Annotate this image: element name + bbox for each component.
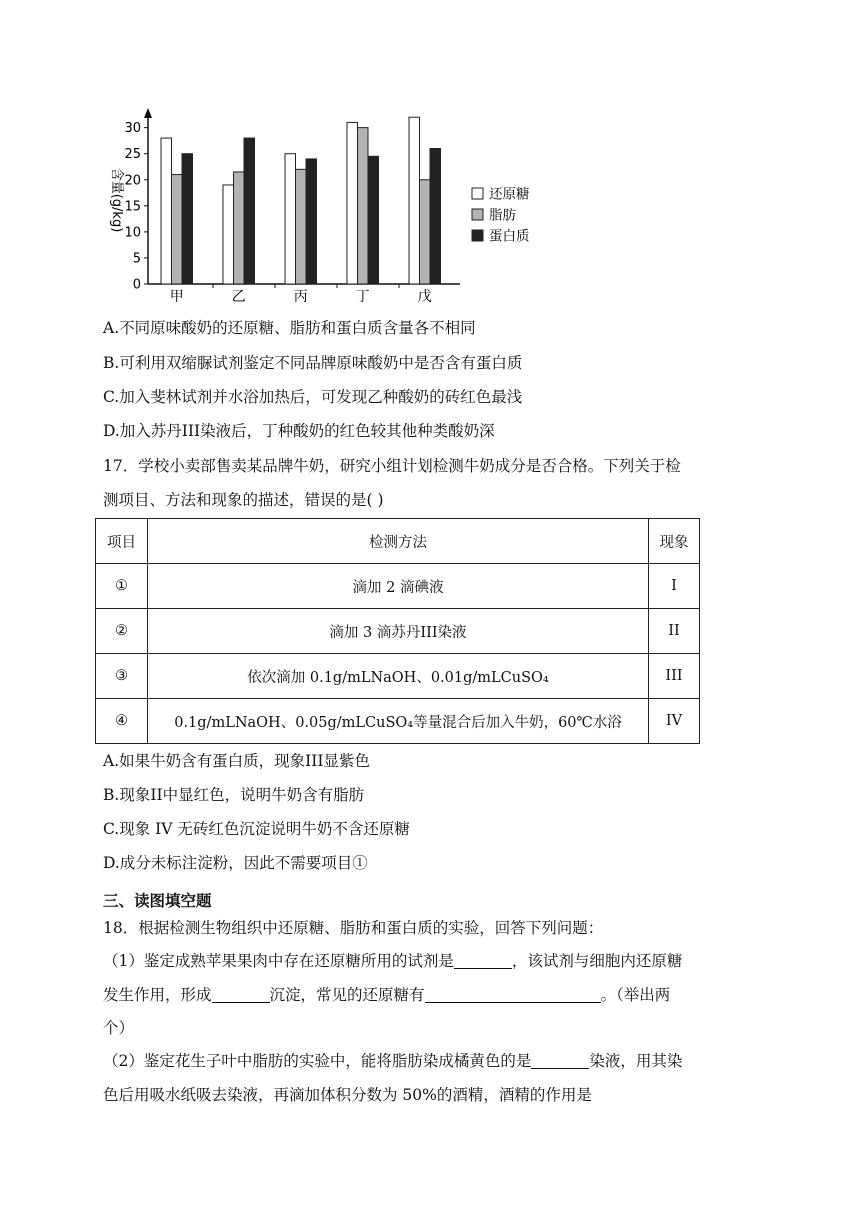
answer-blank[interactable]	[531, 1052, 589, 1069]
bar	[296, 169, 307, 284]
y-tick-label: 15	[124, 199, 141, 215]
q18-p1-text-a: （1）鉴定成熟苹果果肉中存在还原糖所用的试剂是	[103, 952, 454, 970]
table-row	[96, 564, 700, 609]
legend-label: 脂肪	[489, 207, 516, 224]
bar	[347, 122, 358, 284]
q18-part1-line2	[103, 984, 670, 1006]
q18-part1-line1	[103, 950, 682, 972]
bar	[368, 156, 379, 284]
y-tick-label: 0	[132, 277, 141, 293]
table-row	[96, 609, 700, 654]
y-tick-label: 10	[124, 225, 141, 241]
q17-stem-line1: 17．学校小卖部售卖某品牌牛奶，研究小组计划检测牛奶成分是否合格。下列关于检	[103, 457, 681, 475]
y-tick-label: 25	[124, 147, 141, 163]
table-header-row	[96, 519, 700, 564]
section-title: 三、读图填空题	[103, 892, 212, 910]
bar	[161, 138, 172, 284]
cell-phenomenon: I	[649, 564, 700, 609]
cell-method: 依次滴加 0.1g/mLNaOH、0.01g/mLCuSO₄	[148, 654, 649, 699]
header-method: 检测方法	[148, 519, 649, 564]
cell-item: ②	[96, 609, 148, 654]
q18-p1-text-b: ，该试剂与细胞内还原糖	[511, 952, 683, 970]
bar	[306, 159, 317, 284]
q18-p2-text-b: 染液，用其染	[589, 1052, 683, 1070]
answer-blank[interactable]	[454, 952, 512, 969]
y-axis-arrow	[144, 108, 152, 118]
header-phenomenon: 现象	[649, 519, 700, 564]
x-tick-label: 乙	[231, 289, 246, 305]
q18-part2-line2: 色后用吸水纸吸去染液，再滴加体积分数为 50%的酒精，酒精的作用是	[103, 1086, 592, 1104]
q17-option-d: D.成分未标注淀粉，因此不需要项目①	[103, 854, 368, 872]
q16-option-a: A.不同原味酸奶的还原糖、脂肪和蛋白质含量各不相同	[103, 319, 476, 337]
q18-part2-line1	[103, 1050, 682, 1072]
q18-p2-text-a: （2）鉴定花生子叶中脂肪的实验中，能将脂肪染成橘黄色的是	[103, 1052, 532, 1070]
q17-option-b: B.现象II中显红色，说明牛奶含有脂肪	[103, 786, 365, 804]
y-tick-label: 30	[124, 121, 141, 137]
bar	[409, 117, 420, 284]
q18-part1-line3: 个）	[103, 1019, 135, 1037]
bar-chart	[100, 100, 560, 310]
cell-item: ④	[96, 699, 148, 744]
bar	[244, 138, 255, 284]
y-axis-label: 含量(g/kg)	[109, 167, 124, 233]
q18-p1-text-d: 沉淀，常见的还原糖有	[269, 986, 425, 1004]
legend-swatch	[472, 188, 483, 199]
detection-table	[95, 518, 700, 744]
q17-option-a: A.如果牛奶含有蛋白质，现象III显紫色	[103, 752, 370, 770]
bar	[172, 175, 183, 284]
bar	[430, 148, 441, 284]
q18-p1-text-c: 发生作用，形成	[103, 986, 212, 1004]
bar	[234, 172, 245, 284]
answer-blank[interactable]	[212, 986, 270, 1003]
y-tick-label: 5	[132, 251, 141, 267]
cell-phenomenon: II	[649, 609, 700, 654]
cell-item: ③	[96, 654, 148, 699]
legend-label: 蛋白质	[489, 228, 530, 245]
bar	[420, 180, 431, 284]
q18-stem: 18．根据检测生物组织中还原糖、脂肪和蛋白质的实验，回答下列问题：	[103, 919, 604, 937]
cell-method: 滴加 3 滴苏丹III染液	[148, 609, 649, 654]
cell-item: ①	[96, 564, 148, 609]
answer-blank[interactable]	[425, 986, 601, 1003]
y-tick-label: 20	[124, 173, 141, 189]
legend-label: 还原糖	[489, 186, 530, 203]
bar	[182, 154, 193, 284]
legend-swatch	[472, 209, 483, 220]
x-tick-label: 甲	[169, 289, 184, 305]
cell-method: 滴加 2 滴碘液	[148, 564, 649, 609]
cell-phenomenon: III	[649, 654, 700, 699]
plot-area	[109, 108, 530, 305]
legend-swatch	[472, 230, 483, 241]
header-item: 项目	[96, 519, 148, 564]
x-tick-label: 丁	[355, 289, 370, 305]
q17-stem-line2: 测项目、方法和现象的描述，错误的是( )	[103, 491, 384, 509]
bar	[223, 185, 234, 284]
q17-option-c: C.现象 IV 无砖红色沉淀说明牛奶不含还原糖	[103, 820, 410, 838]
q16-option-b: B.可利用双缩脲试剂鉴定不同品牌原味酸奶中是否含有蛋白质	[103, 354, 523, 372]
bar	[285, 154, 296, 284]
table-row	[96, 699, 700, 744]
cell-method: 0.1g/mLNaOH、0.05g/mLCuSO₄等量混合后加入牛奶，60℃水浴	[148, 699, 649, 744]
table-row	[96, 654, 700, 699]
q16-option-c: C.加入斐林试剂并水浴加热后，可发现乙种酸奶的砖红色最浅	[103, 388, 523, 406]
q18-p1-text-e: 。（举出两	[600, 986, 671, 1004]
bar	[358, 128, 369, 284]
cell-phenomenon: IV	[649, 699, 700, 744]
q16-option-d: D.加入苏丹III染液后，丁种酸奶的红色较其他种类酸奶深	[103, 422, 495, 440]
x-tick-label: 戊	[417, 289, 432, 305]
x-tick-label: 丙	[293, 289, 308, 305]
